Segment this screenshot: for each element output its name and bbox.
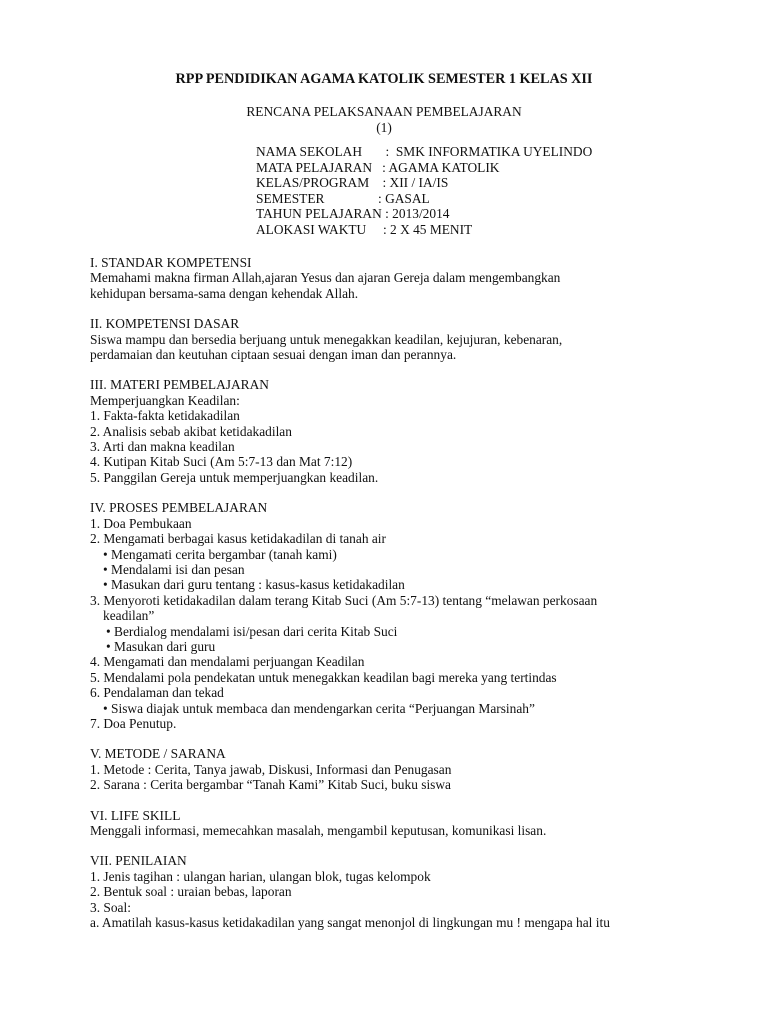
list-item: 4. Mengamati dan mendalami perjuangan Keadilan	[90, 654, 365, 670]
list-item: 1. Fakta-fakta ketidakadilan	[90, 408, 240, 424]
list-item: 6. Pendalaman dan tekad	[90, 685, 224, 701]
section-heading: III. MATERI PEMBELAJARAN	[90, 377, 269, 393]
list-item: 2. Mengamati berbagai kasus ketidakadilan di tanah air	[90, 531, 386, 547]
list-item: 1. Jenis tagihan : ulangan harian, ulangan blok, tugas kelompok	[90, 868, 431, 884]
list-item: 4. Kutipan Kitab Suci (Am 5:7-13 dan Mat 7:12)	[90, 454, 353, 470]
bullet-item: • Siswa diajak untuk membaca dan mendengarkan cerita “Perjuangan Marsinah”	[90, 701, 690, 716]
document-body	[90, 255, 690, 945]
section-metode-sarana	[90, 746, 690, 792]
paragraph-line: perdamaian dan keutuhan ciptaan sesuai dengan iman dan perannya.	[90, 347, 457, 363]
list-item: 2. Sarana : Cerita bergambar “Tanah Kami” Kitab Suci, buku siswa	[90, 777, 451, 793]
list-item: a. Amatilah kasus-kasus ketidakadilan yang sangat menonjol di lingkungan mu ! mengapa hal itu	[90, 915, 610, 931]
section-heading: I. STANDAR KOMPETENSI	[90, 255, 252, 270]
list-item: 3. Soal:	[90, 899, 131, 915]
paragraph-line: Menggali informasi, memecahkan masalah, mengambil keputusan, komunikasi lisan.	[90, 823, 547, 838]
list-item: 3. Menyoroti ketidakadilan dalam terang Kitab Suci (Am 5:7-13) tentang “melawan perkosaan	[90, 592, 598, 608]
section-proses-pembelajaran	[90, 500, 690, 731]
section-heading: VI. LIFE SKILL	[90, 807, 181, 823]
info-time: ALOKASI WAKTU : 2 X 45 MENIT	[256, 221, 473, 237]
identity-block	[256, 144, 592, 238]
subtitle-line: RENCANA PELAKSANAAN PEMBELAJARAN	[246, 104, 522, 119]
list-item: 1. Doa Pembukaan	[90, 515, 192, 531]
paragraph-line: kehidupan bersama-sama dengan kehendak Allah.	[90, 285, 359, 301]
list-item: 5. Mendalami pola pendekatan untuk menegakkan keadilan bagi mereka yang tertindas	[90, 669, 557, 685]
section-life-skill	[90, 808, 690, 839]
bullet-item: • Berdialog mendalami isi/pesan dari cerita Kitab Suci	[90, 624, 690, 639]
info-year: TAHUN PELAJARAN : 2013/2014	[256, 206, 450, 222]
paragraph-line: Siswa mampu dan bersedia berjuang untuk menegakkan keadilan, kejujuran, kebenaran,	[90, 331, 563, 347]
section-materi-pembelajaran	[90, 377, 690, 485]
bullet-item: • Masukan dari guru	[90, 639, 690, 654]
document-subtitle	[0, 104, 768, 136]
list-item: 1. Metode : Cerita, Tanya jawab, Diskusi, Informasi dan Penugasan	[90, 761, 452, 777]
section-heading: IV. PROSES PEMBELAJARAN	[90, 500, 268, 516]
list-item: 2. Bentuk soal : uraian bebas, laporan	[90, 884, 292, 900]
section-kompetensi-dasar	[90, 316, 690, 362]
section-heading: VII. PENILAIAN	[90, 853, 187, 869]
list-item: 2. Analisis sebab akibat ketidakadilan	[90, 423, 292, 439]
list-item: Memperjuangkan Keadilan:	[90, 392, 240, 408]
section-heading: II. KOMPETENSI DASAR	[90, 316, 240, 332]
info-semester: SEMESTER : GASAL	[256, 190, 430, 206]
list-item: 5. Panggilan Gereja untuk memperjuangkan keadilan.	[90, 469, 379, 485]
info-subject: MATA PELAJARAN : AGAMA KATOLIK	[256, 159, 500, 175]
section-standar-kompetensi	[90, 255, 690, 301]
info-school: NAMA SEKOLAH : SMK INFORMATIKA UYELINDO	[256, 144, 593, 159]
bullet-item: • Masukan dari guru tentang : kasus-kasus ketidakadilan	[90, 577, 690, 592]
paragraph-line: Memahami makna firman Allah,ajaran Yesus dan ajaran Gereja dalam mengembangkan	[90, 270, 561, 286]
bullet-item: • Mengamati cerita bergambar (tanah kami)	[90, 547, 690, 562]
list-item: 3. Arti dan makna keadilan	[90, 439, 235, 455]
info-class: KELAS/PROGRAM : XII / IA/IS	[256, 175, 449, 191]
bullet-item: • Mendalami isi dan pesan	[90, 562, 690, 577]
list-item: 7. Doa Penutup.	[90, 715, 177, 731]
section-heading: V. METODE / SARANA	[90, 746, 226, 762]
section-penilaian	[90, 853, 690, 930]
subtitle-number: (1)	[376, 120, 392, 135]
list-item-continuation: keadilan”	[103, 608, 155, 624]
document-title: RPP PENDIDIKAN AGAMA KATOLIK SEMESTER 1 KELAS XII	[175, 71, 593, 87]
